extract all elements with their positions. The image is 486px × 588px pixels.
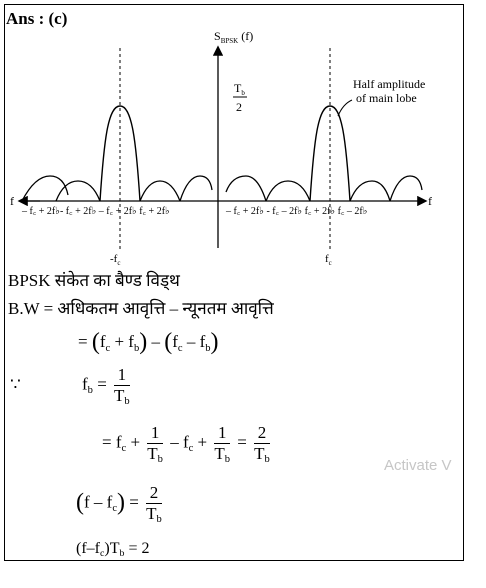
- right-tick-labels: – f꜀ + 2f♭ - f꜀ – 2f♭ f꜀ + 2f♭ f꜀ – 2f♭: [226, 206, 368, 217]
- pos-fc-label: $f_c$: [325, 253, 332, 267]
- f-minus-fc-equation: $(f - f_c)$ = $\frac{2}{T_b}$: [76, 483, 162, 526]
- bandwidth-result: = $f_c$ + $\frac{1}{T_b}$ – $f_c$ + $\frac{1}{T_b}$ = $\frac{2}{T_b}$: [102, 423, 270, 466]
- right-side-lobe-3: [350, 181, 390, 201]
- x-axis-label-right: f: [428, 194, 432, 208]
- final-equation: $(f-f_c)T_b = 2$: [76, 540, 150, 560]
- peak-value-denominator: 2: [236, 100, 242, 114]
- annotation-line-1: Half amplitude: [353, 77, 426, 91]
- bw-expression: = $(f_c + f_b) - (f_c - f_b)$: [78, 329, 219, 355]
- annotation-line-2: of main lobe: [356, 91, 417, 105]
- bpsk-spectrum-diagram: [0, 0, 486, 270]
- left-tick-labels: – f꜀ + 2f♭- f꜀ + 2f♭ – f꜀ + 2f♭ f꜀ + 2f♭: [22, 206, 170, 217]
- x-axis-label-left: f: [10, 194, 14, 208]
- since-symbol: ∵: [10, 375, 21, 394]
- peak-value-numerator: $T_b$: [234, 81, 245, 97]
- left-side-lobe-3: [140, 181, 180, 201]
- bw-definition-line: B.W = अधिकतम आवृत्ति – न्यूनतम आवृत्ति: [8, 299, 274, 318]
- neg-fc-label: $-f_c$: [110, 253, 121, 267]
- annotation-pointer: [338, 100, 352, 116]
- fb-definition: $f_b$ = $\frac{1}{T_b}$: [82, 365, 130, 408]
- answer-label: Ans : (c): [6, 9, 68, 28]
- right-side-lobe-2: [266, 181, 310, 201]
- right-side-lobe-4: [390, 176, 422, 201]
- left-side-lobe-4: [180, 176, 212, 201]
- activate-windows-watermark: Activate V: [384, 457, 452, 474]
- right-side-lobe-1: [226, 176, 266, 201]
- heading: BPSK संकेत का बैण्ड विड्थ: [8, 271, 180, 290]
- y-axis-label: $S_{BPSK}$ (f): [214, 29, 254, 45]
- left-side-lobe-2: [56, 181, 100, 201]
- left-side-lobe-1: [22, 176, 68, 201]
